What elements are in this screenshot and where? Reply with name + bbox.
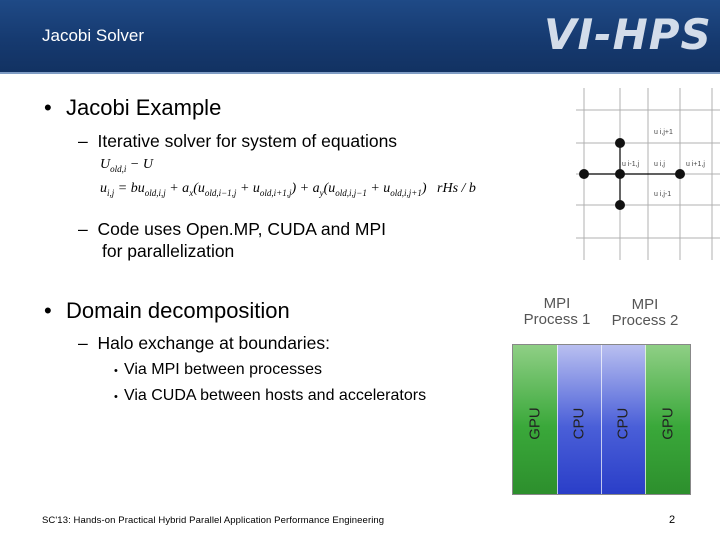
label-center: u i,j bbox=[654, 161, 665, 168]
sub-bullet-text: Code uses Open.MP, CUDA and MPI bbox=[97, 219, 387, 239]
sub-bullet-text: Iterative solver for system of equations bbox=[97, 131, 398, 151]
label-right: u i+1,j bbox=[686, 161, 705, 168]
sub-sub-bullet-text: Via CUDA between hosts and accelerators bbox=[123, 387, 427, 404]
equation-line-1: $U_{old,i} - U$ bbox=[100, 157, 153, 174]
footer-text: SC'13: Hands-on Practical Hybrid Parallel Application Performance Engineering bbox=[42, 515, 385, 526]
bullet-icon: • bbox=[44, 95, 52, 120]
equation-line-2: $u_{i,j} = bu_{old,i,j} + a_x(u_{old,i-1,j} + u_{old,i+1,j}) + a_y(u_{old,i,j-1} + u_{old,i,j+1})$ rHs / b bbox=[100, 181, 476, 198]
sub-sub-bullet-via-mpi bbox=[114, 362, 322, 378]
bullet-icon: • bbox=[114, 365, 124, 377]
label-left: u i-1,j bbox=[622, 161, 640, 168]
sub-bullet-text: Halo exchange at boundaries: bbox=[97, 333, 330, 353]
sub-bullet-iterative-solver bbox=[78, 131, 397, 152]
stencil-grid-figure bbox=[576, 88, 720, 260]
process-bars bbox=[512, 344, 691, 495]
process-2-label: MPI Process 2 bbox=[611, 296, 679, 329]
bullet-domain-decomposition bbox=[44, 300, 290, 322]
bar-cpu-2: CPU bbox=[601, 345, 645, 494]
stencil-point-bottom bbox=[615, 200, 625, 210]
page-number: 2 bbox=[669, 514, 676, 526]
header-rule bbox=[0, 72, 720, 74]
bullet-jacobi-example bbox=[44, 97, 221, 119]
bullet-icon: • bbox=[44, 298, 52, 323]
sub-sub-bullet-text: Via MPI between processes bbox=[123, 361, 322, 378]
bullet-icon: • bbox=[114, 391, 124, 403]
label-top: u i,j+1 bbox=[654, 129, 673, 136]
bar-separator bbox=[557, 345, 558, 494]
bullet-text: Domain decomposition bbox=[66, 298, 290, 323]
process-1-label: MPI Process 1 bbox=[523, 295, 591, 328]
dash-icon: – bbox=[78, 219, 98, 239]
stencil-point-top bbox=[615, 138, 625, 148]
bar-separator bbox=[645, 345, 646, 494]
slide-title: Jacobi Solver bbox=[42, 26, 145, 45]
sub-bullet-code-uses bbox=[78, 219, 386, 240]
stencil-point-center bbox=[615, 169, 625, 179]
bar-gpu-1: GPU bbox=[513, 345, 557, 494]
bullet-text: Jacobi Example bbox=[66, 95, 222, 120]
sub-bullet-code-uses-cont: for parallelization bbox=[102, 241, 235, 261]
bar-separator bbox=[601, 345, 602, 494]
sub-sub-bullet-via-cuda bbox=[114, 388, 426, 404]
stencil-point-right bbox=[675, 169, 685, 179]
dash-icon: – bbox=[78, 333, 98, 353]
bar-cpu-1: CPU bbox=[557, 345, 601, 494]
dash-icon: – bbox=[78, 131, 98, 151]
bar-gpu-2: GPU bbox=[645, 345, 690, 494]
vi-hps-logo: VI-HPS bbox=[544, 10, 712, 59]
sub-bullet-halo-exchange bbox=[78, 333, 330, 354]
label-bottom: u i,j-1 bbox=[654, 191, 672, 198]
stencil-point-left bbox=[579, 169, 589, 179]
